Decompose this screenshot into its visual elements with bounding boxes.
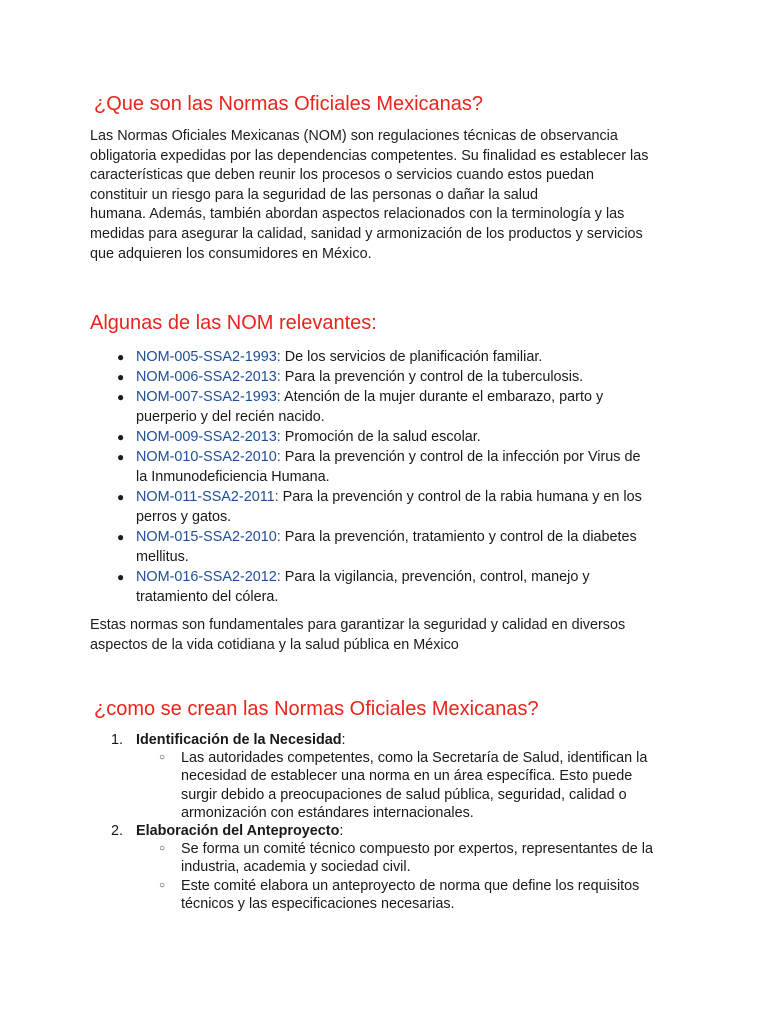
- nom-description: Para la prevención y control de la rabia humana y en los: [278, 489, 642, 505]
- disc-bullet-icon: ●: [117, 390, 125, 404]
- list-item: [90, 347, 690, 367]
- step-heading: Identificación de la Necesidad: [136, 732, 342, 748]
- list-item: [90, 567, 690, 607]
- substep-list: [136, 749, 690, 822]
- disc-bullet-icon: ●: [117, 490, 125, 504]
- nom-code: NOM-009-SSA2-2013:: [136, 429, 281, 445]
- nom-code: NOM-006-SSA2-2013:: [136, 369, 281, 385]
- step-item: [90, 731, 690, 822]
- closing-paragraph: [90, 616, 685, 655]
- disc-bullet-icon: ●: [117, 350, 125, 364]
- list-item: [90, 527, 690, 567]
- circle-bullet-icon: ○: [159, 879, 166, 891]
- section3-title: ¿como se crean las Normas Oficiales Mexicanas?: [94, 698, 539, 720]
- nom-description-cont: tratamiento del cólera.: [136, 589, 279, 605]
- disc-bullet-icon: ●: [117, 370, 125, 384]
- nom-description-cont: puerperio y del recién nacido.: [136, 409, 325, 425]
- disc-bullet-icon: ●: [117, 530, 125, 544]
- steps-list: [90, 731, 690, 913]
- nom-description: Para la prevención, tratamiento y control de la diabetes: [280, 529, 637, 545]
- paragraph-line: Estas normas son fundamentales para garantizar la seguridad y calidad en diversos: [90, 617, 626, 633]
- substep-line: Se forma un comité técnico compuesto por expertos, representantes de la: [181, 841, 653, 858]
- disc-bullet-icon: ●: [117, 430, 125, 444]
- nom-code: NOM-007-SSA2-1993:: [136, 389, 281, 405]
- disc-bullet-icon: ●: [117, 450, 125, 464]
- nom-description: Para la prevención y control de la tuberculosis.: [280, 369, 584, 385]
- step-item: [90, 822, 690, 913]
- step-heading: Elaboración del Anteproyecto: [136, 823, 340, 840]
- nom-description: De los servicios de planificación familiar.: [280, 349, 543, 365]
- substep-line: armonización con estándares internacionales.: [181, 804, 474, 821]
- substep-line: necesidad de establecer una norma en un área específica. Esto puede: [181, 768, 633, 785]
- paragraph-line: constituir un riesgo para la seguridad de las personas o dañar la salud: [90, 186, 538, 203]
- nom-code: NOM-010-SSA2-2010:: [136, 449, 281, 465]
- substep-line: surgir debido a preocupaciones de salud pública, seguridad, calidad o: [181, 786, 627, 803]
- section1-title: ¿Que son las Normas Oficiales Mexicanas?: [94, 93, 484, 115]
- nom-description: Promoción de la salud escolar.: [280, 429, 481, 445]
- step-suffix: :: [341, 732, 346, 748]
- section2-title: Algunas de las NOM relevantes:: [90, 312, 377, 334]
- substep-line: técnicos y las especificaciones necesarias.: [181, 895, 455, 912]
- substep-line: Las autoridades competentes, como la Secretaría de Salud, identifican la: [181, 750, 648, 767]
- nom-list: [90, 347, 690, 607]
- circle-bullet-icon: ○: [159, 752, 166, 764]
- nom-code: NOM-005-SSA2-1993:: [136, 349, 281, 365]
- nom-description: Para la prevención y control de la infección por Virus de: [280, 449, 641, 465]
- nom-description-cont: mellitus.: [136, 549, 189, 565]
- nom-description: Atención de la mujer durante el embarazo, parto y: [280, 389, 604, 405]
- substep-item: [136, 749, 690, 822]
- nom-description-cont: la Inmunodeficiencia Humana.: [136, 469, 330, 485]
- paragraph-line: características que deben reunir los procesos o servicios cuando estos puedan: [90, 167, 594, 184]
- list-item: [90, 427, 690, 447]
- list-item: [90, 367, 690, 387]
- circle-bullet-icon: ○: [159, 843, 166, 855]
- paragraph-line: que adquieren los consumidores en México.: [90, 245, 372, 262]
- substep-line: Este comité elabora un anteproyecto de norma que define los requisitos: [181, 877, 640, 894]
- disc-bullet-icon: ●: [117, 570, 125, 584]
- list-item: [90, 487, 690, 527]
- paragraph-line: obligatoria expedidas por las dependencias competentes. Su finalidad es establecer las: [90, 147, 649, 164]
- section1-paragraph: [90, 127, 685, 264]
- paragraph-line: aspectos de la vida cotidiana y la salud pública en México: [90, 636, 459, 653]
- list-item: [90, 387, 690, 427]
- paragraph-line: humana. Además, también abordan aspectos relacionados con la terminología y las: [90, 206, 625, 223]
- step-number: 1.: [111, 732, 124, 748]
- paragraph-line: medidas para asegurar la calidad, sanidad y armonización de los productos y servicios: [90, 225, 643, 242]
- nom-code: NOM-016-SSA2-2012:: [136, 569, 281, 585]
- substep-line: industria, academia y sociedad civil.: [181, 859, 411, 876]
- nom-code: NOM-015-SSA2-2010:: [136, 529, 281, 545]
- paragraph-line: Las Normas Oficiales Mexicanas (NOM) son regulaciones técnicas de observancia: [90, 128, 618, 144]
- step-number: 2.: [111, 823, 124, 840]
- nom-description: Para la vigilancia, prevención, control, manejo y: [280, 569, 590, 585]
- substep-list: [136, 840, 690, 913]
- substep-item: [136, 877, 690, 913]
- list-item: [90, 447, 690, 487]
- step-suffix: :: [339, 823, 344, 840]
- nom-code: NOM-011-SSA2-2011:: [136, 489, 279, 505]
- substep-item: [136, 840, 690, 876]
- nom-description-cont: perros y gatos.: [136, 509, 232, 525]
